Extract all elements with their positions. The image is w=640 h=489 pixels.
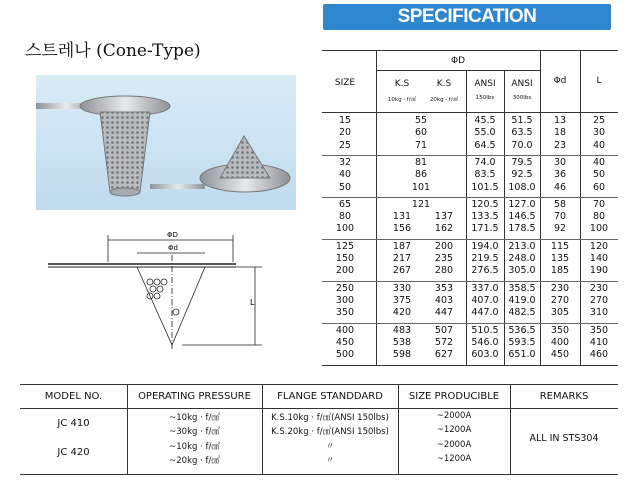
spec-cell-size: 20: [338, 127, 352, 139]
spec-cell-size: 32: [338, 156, 352, 168]
spec-cell-ks: 598: [392, 349, 412, 361]
col-operating-pressure: OPERATING PRESSURE: [138, 391, 251, 402]
spec-cell-ks20: 447: [434, 307, 454, 319]
spec-cell-ks: 420: [392, 307, 412, 319]
spec-cell-ks20: 280: [434, 265, 454, 277]
header-size: SIZE: [334, 78, 356, 88]
spec-cell-L: 70: [592, 198, 606, 210]
spec-cell-L: 25: [592, 115, 606, 126]
spec-cell-d: 70: [553, 211, 567, 223]
spec-cell-ansi300: 127.0: [508, 198, 536, 210]
spec-cell-ansi150: 74.0: [474, 156, 496, 168]
spec-cell-d: 230: [550, 282, 570, 294]
model-cell-size: ~1200A: [436, 454, 472, 464]
spec-cell-d: 30: [553, 156, 567, 168]
spec-cell-L: 40: [592, 156, 606, 168]
spec-cell-d: 400: [550, 336, 570, 348]
spec-cell-ks: 267: [392, 265, 412, 277]
spec-cell-ansi150: 447.0: [471, 307, 499, 319]
product-figure: [0, 0, 320, 379]
header-phi-D: ΦD: [450, 56, 465, 66]
spec-cell-ansi150: 407.0: [471, 294, 499, 306]
flange-tab-right: [150, 184, 205, 189]
spec-cell-L: 310: [589, 307, 609, 319]
spec-cell-size: 25: [338, 139, 352, 151]
spec-cell-ansi300: 108.0: [508, 181, 536, 193]
spec-cell-L: 40: [592, 139, 606, 151]
header-ansi2-sub: 300lbs: [512, 95, 532, 101]
header-ansi1: ANSI: [474, 79, 496, 89]
header-ks1: K.S: [394, 79, 410, 89]
spec-cell-ansi300: 146.5: [508, 211, 536, 223]
header-phi-d: Φd: [553, 76, 567, 86]
spec-cell-ansi300: 63.5: [511, 127, 533, 139]
spec-cell-size: 500: [335, 349, 355, 361]
spec-cell-ks: 121: [411, 198, 431, 210]
spec-cell-size: 40: [338, 169, 352, 181]
model-cell-flange: K.S.10kg · f/㎠(ANSI 150lbs): [271, 413, 389, 423]
spec-cell-ks20: 403: [434, 294, 454, 306]
spec-cell-ks: 101: [411, 181, 431, 193]
spec-cell-L: 270: [589, 294, 609, 306]
page-title: 스트레나 (Cone-Type): [25, 41, 201, 61]
spec-cell-ks20: 627: [434, 349, 454, 361]
label-phi-D: ΦD: [167, 231, 178, 239]
spec-cell-ks20: 572: [434, 336, 454, 348]
spec-cell-ks: 217: [392, 253, 412, 264]
spec-cell-ansi300: 419.0: [508, 294, 536, 306]
spec-cell-ansi150: 603.0: [471, 349, 499, 361]
spec-cell-L: 80: [592, 211, 606, 223]
spec-cell-ks: 71: [414, 139, 428, 151]
header-ks2: K.S: [436, 79, 452, 89]
spec-cell-size: 400: [335, 324, 355, 336]
spec-cell-ks: 55: [414, 115, 428, 126]
spec-cell-d: 185: [550, 265, 570, 277]
spec-cell-L: 50: [592, 169, 606, 181]
spec-cell-L: 30: [592, 127, 606, 139]
col-remarks: REMARKS: [539, 391, 589, 402]
spec-cell-L: 190: [589, 265, 609, 277]
spec-cell-ansi150: 133.5: [471, 211, 499, 223]
header-ks1-sub: 10kg · f/㎠: [387, 97, 417, 103]
model-cell-size: ~2000A: [436, 411, 472, 421]
spec-cell-size: 300: [335, 294, 355, 306]
spec-cell-d: 135: [550, 253, 570, 264]
spec-cell-ansi300: 51.5: [511, 115, 533, 126]
spec-cell-ansi150: 101.5: [471, 181, 499, 193]
spec-cell-L: 230: [589, 282, 609, 294]
spec-cell-ansi300: 593.5: [508, 336, 536, 348]
spec-cell-ansi300: 651.0: [508, 349, 536, 361]
spec-cell-size: 100: [335, 223, 355, 235]
spec-cell-ks20: 507: [434, 324, 454, 336]
model-cell-pressure: ~10kg · f/㎠: [169, 442, 220, 452]
spec-cell-ks: 330: [392, 282, 412, 294]
model-cell-size: ~2000A: [436, 440, 472, 450]
spec-cell-ansi150: 171.5: [471, 223, 499, 235]
spec-cell-d: 18: [553, 127, 567, 139]
spec-cell-L: 140: [589, 253, 609, 264]
spec-cell-ks: 60: [414, 127, 428, 139]
header-ansi2: ANSI: [511, 79, 533, 89]
label-phi-d: Φd: [168, 244, 178, 252]
spec-cell-size: 125: [335, 240, 355, 252]
spec-cell-ks: 131: [392, 211, 412, 223]
spec-cell-size: 200: [335, 265, 355, 277]
spec-cell-d: 46: [553, 181, 567, 193]
spec-cell-ansi150: 510.5: [471, 324, 499, 336]
technical-drawing: [48, 235, 262, 350]
spec-cell-L: 120: [589, 240, 609, 252]
spec-cell-ansi150: 337.0: [471, 282, 499, 294]
spec-cell-ks: 81: [414, 156, 428, 168]
model-cell-flange: K.S.20kg · f/㎠(ANSI 150lbs): [271, 427, 389, 437]
spec-cell-ansi300: 305.0: [508, 265, 536, 277]
spec-cell-ks: 86: [414, 169, 428, 181]
spec-cell-size: 80: [338, 211, 352, 223]
spec-cell-L: 460: [589, 349, 609, 361]
spec-cell-size: 250: [335, 282, 355, 294]
spec-cell-L: 60: [592, 181, 606, 193]
spec-cell-size: 450: [335, 336, 355, 348]
spec-cell-ks: 156: [392, 223, 412, 235]
spec-cell-ansi150: 194.0: [471, 240, 499, 252]
spec-cell-ansi300: 213.0: [508, 240, 536, 252]
spec-cell-size: 65: [338, 198, 352, 210]
spec-cell-ks20: 235: [434, 253, 454, 264]
spec-cell-ansi300: 248.0: [508, 253, 536, 264]
spec-cell-size: 150: [335, 253, 355, 264]
specification-banner: SPECIFICATION: [323, 4, 611, 30]
model-cell-pressure: ~10kg · f/㎠: [169, 413, 220, 423]
spec-cell-ansi300: 178.5: [508, 223, 536, 235]
spec-cell-ks: 538: [392, 336, 412, 348]
col-model-no: MODEL NO.: [44, 391, 103, 402]
spec-cell-size: 50: [338, 181, 352, 193]
spec-cell-ansi300: 482.5: [508, 307, 536, 319]
model-cell-pressure: ~20kg · f/㎠: [169, 456, 220, 466]
spec-cell-ansi150: 83.5: [474, 169, 496, 181]
spec-cell-ansi150: 45.5: [474, 115, 496, 126]
spec-cell-ansi150: 55.0: [474, 127, 496, 139]
spec-cell-ks20: 353: [434, 282, 454, 294]
spec-cell-ansi150: 219.5: [471, 253, 499, 264]
model-cell-flange: 〃: [325, 456, 335, 466]
spec-cell-size: 15: [338, 115, 352, 126]
spec-cell-d: 92: [553, 223, 567, 235]
spec-cell-ansi150: 546.0: [471, 336, 499, 348]
col-flange-standard: FLANGE STANDDARD: [277, 391, 383, 402]
spec-cell-d: 270: [550, 294, 570, 306]
header-ansi1-sub: 150lbs: [475, 95, 495, 101]
model-cell-flange: 〃: [325, 442, 335, 452]
spec-cell-d: 115: [550, 240, 570, 252]
spec-cell-ansi150: 276.5: [471, 265, 499, 277]
spec-cell-L: 410: [589, 336, 609, 348]
remarks-material: ALL IN STS304: [529, 433, 599, 444]
spec-cell-ks: 187: [392, 240, 412, 252]
spec-cell-d: 305: [550, 307, 570, 319]
model-cell-size: ~1200A: [436, 425, 472, 435]
spec-cell-ansi300: 70.0: [511, 139, 533, 151]
header-ks2-sub: 20kg · f/㎠: [429, 97, 459, 103]
spec-cell-ansi300: 79.5: [511, 156, 533, 168]
model-cell-pressure: ~30kg · f/㎠: [169, 427, 220, 437]
model-jc420: JC 420: [57, 447, 90, 458]
spec-cell-ansi300: 358.5: [508, 282, 536, 294]
label-L: L: [250, 298, 255, 307]
cone-strainer-illustration: [0, 0, 320, 375]
spec-cell-d: 23: [553, 139, 567, 151]
spec-cell-ks20: 200: [434, 240, 454, 252]
spec-cell-d: 58: [553, 198, 567, 210]
model-jc410: JC 410: [57, 418, 90, 429]
spec-cell-ansi150: 120.5: [471, 198, 499, 210]
spec-cell-ks20: 162: [434, 223, 454, 235]
cone-bottom: [110, 188, 140, 196]
spec-cell-size: 350: [335, 307, 355, 319]
spec-cell-d: 350: [550, 324, 570, 336]
col-size-producible: SIZE PRODUCIBLE: [408, 391, 500, 402]
spec-cell-ansi300: 92.5: [511, 169, 533, 181]
spec-cell-ansi150: 64.5: [474, 139, 496, 151]
spec-cell-ansi300: 536.5: [508, 324, 536, 336]
spec-cell-L: 100: [589, 223, 609, 235]
spec-cell-ks20: 137: [434, 211, 454, 223]
spec-cell-L: 350: [589, 324, 609, 336]
header-L: L: [596, 76, 602, 86]
spec-cell-ks: 483: [392, 324, 412, 336]
spec-cell-d: 36: [553, 169, 567, 181]
spec-cell-d: 13: [553, 115, 567, 126]
spec-cell-ks: 375: [392, 294, 412, 306]
spec-cell-d: 450: [550, 349, 570, 361]
